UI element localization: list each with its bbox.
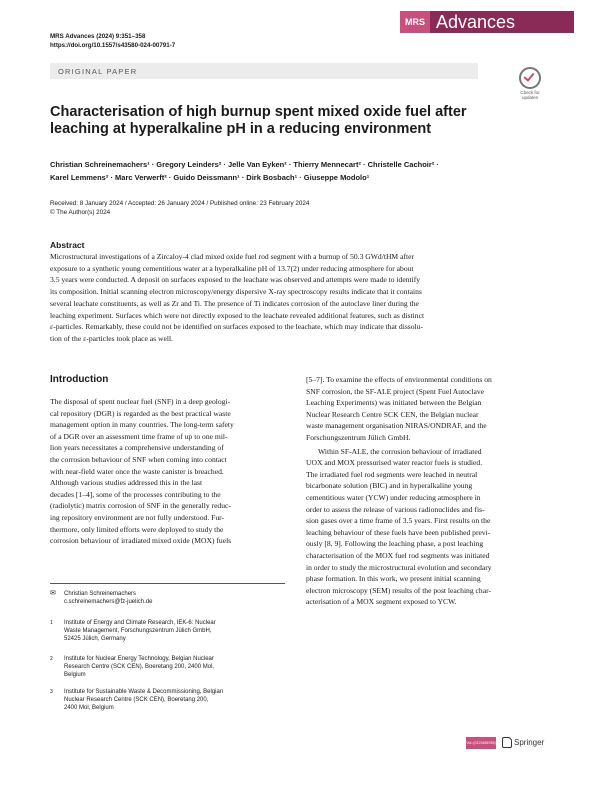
text-line: bicarbonate solution (BIC) and in hyperalkaline young bbox=[306, 481, 473, 491]
abstract-text bbox=[50, 251, 545, 345]
text-line: corrosion behaviour of irradiated mixed oxide (MOX) fuels bbox=[50, 536, 232, 546]
authors-line-2: Karel Lemmens² · Marc Verwerft² · Guido Deissmann¹ · Dirk Bosbach¹ · Giuseppe Modolo¹ bbox=[50, 173, 370, 182]
intro-column-right bbox=[306, 374, 546, 608]
affiliation-text bbox=[64, 655, 274, 679]
text-line: with near-field water once the waste canister is breached. bbox=[50, 466, 224, 476]
journal-brand-logo bbox=[400, 11, 574, 33]
text-line: electron microscopy (SEM) results of the post leaching char- bbox=[306, 585, 491, 595]
journal-name: Advances bbox=[430, 11, 574, 33]
abstract-line: its composition. Initial scanning electron microscopy/energy dispersive X-ray spectroscopy results indicate that it contains bbox=[50, 287, 422, 297]
citation: MRS Advances (2024) 9:351–358 bbox=[50, 33, 146, 40]
article-dates bbox=[50, 199, 309, 217]
abstract-line: ε-particles. Remarkably, these could not be identified on surfaces exposed to the leachate, which may indicate that dissolu- bbox=[50, 322, 423, 332]
envelope-icon: ✉ bbox=[50, 590, 56, 597]
copyright: © The Author(s) 2024 bbox=[50, 209, 111, 216]
affiliation-line: Nuclear Research Centre (SCK CEN), Boeretang 200, bbox=[64, 697, 209, 703]
text-line: lion years necessitates a comprehensive understanding of bbox=[50, 443, 224, 453]
text-line: in order to study the microstructural evolution and secondary bbox=[306, 562, 492, 572]
text-line: Within SF-ALE, the corrosion behaviour of irradiated bbox=[318, 446, 482, 456]
abstract-line: several leachate constituents, as well as Zr and Ti. The presence of Ti indicates corrosion of the autoclave liner during the bbox=[50, 298, 419, 308]
text-line: phase formation. In this work, we present initial scanning bbox=[306, 574, 481, 584]
article-type-band bbox=[50, 63, 478, 79]
paragraph-1 bbox=[306, 374, 546, 444]
abstract-line: Microstructural investigations of a Zircaloy-4 clad mixed oxide fuel rod segment with a burnup of 50.3 GWd/tHM after bbox=[50, 252, 414, 261]
text-line: characterisation of the MOX fuel rod segments was initiated bbox=[306, 550, 490, 560]
text-line: sion gases over a time frame of 3.5 years. First results on the bbox=[306, 516, 491, 526]
affiliation-line: 52425 Jülich, Germany bbox=[64, 636, 126, 642]
text-line: the corrosion behaviour of SNF when coming into contact bbox=[50, 454, 227, 464]
article-title: Characterisation of high burnup spent mixed oxide fuel after leaching at hyperalkaline pH in a reducing environment bbox=[50, 104, 467, 137]
text-line: thermore, only limited efforts were deployed to study the bbox=[50, 524, 224, 534]
text-line: decades [1–4], some of the processes contributing to the bbox=[50, 489, 221, 499]
author-list bbox=[50, 158, 550, 184]
footnote-divider bbox=[50, 583, 285, 584]
affiliation-number: 1 bbox=[50, 620, 53, 626]
publisher-name: Springer bbox=[514, 738, 545, 747]
affiliation-line: Institute for Nuclear Energy Technology, Belgian Nuclear bbox=[64, 656, 214, 662]
corresponding-author bbox=[50, 590, 152, 606]
intro-column-left bbox=[50, 396, 285, 547]
doi-link[interactable]: https://doi.org/10.1557/s43580-024-00791-7 bbox=[50, 41, 176, 49]
text-line: UOX and MOX pressurised water reactor fuels is studied. bbox=[306, 458, 483, 468]
text-line: Nuclear Research Centre SCK CEN, the Belgian nuclear bbox=[306, 409, 479, 419]
text-line: The disposal of spent nuclear fuel (SNF) in a deep geologi- bbox=[50, 397, 231, 406]
text-line: waste management organisation NIRAS/ONDRAF, and the bbox=[306, 421, 487, 431]
affiliation-number: 3 bbox=[50, 689, 53, 695]
affiliation-text bbox=[64, 688, 274, 712]
text-line: Although various studies addressed this in the last bbox=[50, 478, 203, 488]
text-line: cementitious water (YCW) under reducing atmosphere in bbox=[306, 492, 481, 502]
text-line: acterisation of a MOX segment exposed to YCW. bbox=[306, 597, 457, 607]
abstract-line: tion of the ε-particles took place as well. bbox=[50, 333, 173, 343]
check-for-updates-label: Check for updates bbox=[520, 90, 540, 100]
publisher-logo bbox=[502, 737, 544, 749]
affiliation-line: Waste Management, Forschungszentrum Jülich GmbH, bbox=[64, 628, 212, 634]
affiliation-line: 2400 Mol, Belgium bbox=[64, 705, 114, 711]
text-line: cal repository (DGR) is regarded as the best practical waste bbox=[50, 408, 231, 418]
text-line: SNF corrosion, the SF-ALE project (Spent Fuel Autoclave bbox=[306, 386, 485, 396]
springer-horse-icon bbox=[502, 737, 512, 748]
text-line: ously [8, 9]. Following the leaching phase, a post leaching bbox=[306, 539, 484, 549]
article-type: ORIGINAL PAPER bbox=[58, 67, 138, 76]
contact-email[interactable]: c.schreinemachers@fz-juelich.de bbox=[64, 599, 153, 605]
text-line: The irradiated fuel rod segments were leached in neutral bbox=[306, 469, 478, 479]
affiliation-number: 2 bbox=[50, 656, 53, 662]
paragraph-2 bbox=[306, 446, 546, 608]
abstract-line: leaching experiment. Surfaces which were not directly exposed to the leachate revealed additional features, such as distinct bbox=[50, 310, 425, 320]
page-number-tag: Vol.:(0123456789) bbox=[466, 737, 496, 749]
text-line: Forschungszentrum Jülich GmbH. bbox=[306, 432, 411, 442]
affiliation-line: Belgium bbox=[64, 672, 86, 678]
text-line: order to assess the release of various radionuclides and fis- bbox=[306, 504, 485, 514]
text-line: [5–7]. To examine the effects of environmental conditions on bbox=[306, 375, 492, 384]
text-line: Leaching Experiments) was initiated between the Belgian bbox=[306, 398, 482, 408]
contact-block bbox=[50, 590, 152, 606]
affiliation-line: Institute of Energy and Climate Research, IEK-6: Nuclear bbox=[64, 620, 216, 626]
text-line: (radiolytic) matrix corrosion of SNF in the generally reduc- bbox=[50, 501, 231, 511]
text-line: of a DGR over an assessment time frame of up to one mil- bbox=[50, 431, 228, 441]
introduction-heading: Introduction bbox=[50, 374, 109, 385]
check-for-updates-icon bbox=[519, 67, 541, 89]
affiliation-text bbox=[64, 619, 274, 643]
contact-name: Christian Schreinemachers bbox=[64, 591, 137, 597]
history-dates: Received: 8 January 2024 / Accepted: 26 January 2024 / Published online: 23 February 2024 bbox=[50, 200, 310, 207]
abstract-line: exposure to a synthetic young cementitious water at a hyperalkaline pH of 13.7(2) under reducing atmosphere for about bbox=[50, 263, 414, 273]
abstract-line: 3.5 years were conducted. A deposit on surfaces exposed to the leachate was observed and attempts were made to identify bbox=[50, 275, 421, 285]
affiliation-line: Research Centre (SCK CEN), Boeretang 200, 2400 Mol, bbox=[64, 664, 215, 670]
affiliation-line: Institute for Sustainable Waste & Decommissioning, Belgian bbox=[64, 689, 224, 695]
text-line: ing repository environment are not fully understood. Fur- bbox=[50, 512, 225, 522]
text-line: management option in many countries. The long-term safety bbox=[50, 420, 234, 430]
authors-line-1-text: Christian Schreinemachers¹ · Gregory Leinders² · Jelle Van Eyken² · Thierry Mennecart² · Christelle Cachoir² · bbox=[50, 160, 439, 169]
journal-info bbox=[50, 33, 175, 50]
text-line: leaching behaviour of these fuels have been published previ- bbox=[306, 527, 491, 537]
mrs-logo: MRS bbox=[400, 11, 430, 33]
abstract-heading: Abstract bbox=[50, 240, 85, 250]
check-for-updates-badge[interactable] bbox=[513, 67, 547, 103]
authors-line-1 bbox=[50, 158, 550, 171]
